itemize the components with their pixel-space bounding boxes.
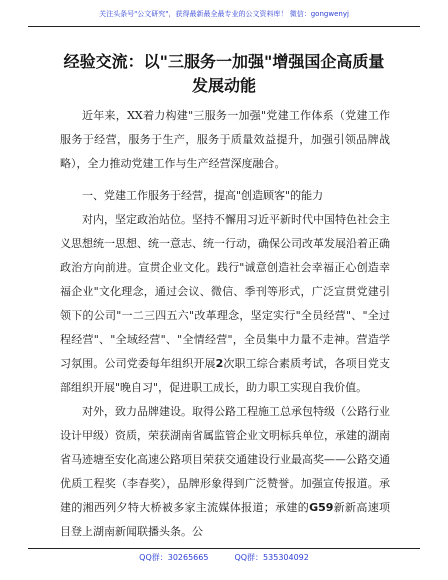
body-text: 次职工综合素质考试，各项目党支部组织开展"晚自习"，促进职工成长，助力职工实现自我价值。 (60, 357, 391, 394)
body-text: 公司党委每年组织开展 (104, 357, 216, 370)
footer-divider (28, 548, 420, 549)
body-text: 对内，坚定政治站位。坚持不懈用习近平新时代中国特色社会主义思想统一思想、统一意志、统一行动，确保公司改革发展沿着正确政治方向前进。宣贯企业文化。践行"诚意创造社会幸福正心创造幸福企业"文化理念，通过会议、微信、季刊等形式，广泛宣贯党建引领下的公司"一二三四五六"改革理念，坚定实行"全员经营"、"全过程经营"、"全域经营"、"全情经营"，全员集中力量不走神。营造学习氛围。 (60, 213, 390, 370)
body-code: G59 (309, 501, 334, 514)
footer (0, 553, 448, 563)
document-title: 经验交流：以"三服务一加强"增强国企高质量发展动能 (63, 52, 385, 95)
body-number: 2 (215, 357, 224, 370)
footer-qq-group-1: QQ群：30265665 (139, 553, 209, 562)
document-body (60, 104, 390, 544)
body-paragraph (60, 400, 390, 544)
intro-paragraph: 近年来，XX着力构建"三服务一加强"党建工作体系（党建工作服务于经营，服务于生产，服务于质量效益提升，加强引领品牌战略），全力推动党建工作与生产经营深度融合。 (60, 109, 390, 170)
section-heading: 一、党建工作服务于经营，提高"创造顾客"的能力 (82, 189, 324, 202)
body-paragraph (60, 208, 390, 400)
footer-qq-group-2: QQ群：535304092 (234, 553, 309, 562)
header-divider (28, 26, 420, 27)
header-banner: 关注头条号"公文研究"，获得最新最全最专业的公文资料库！ 微信：gongwenyj (99, 10, 349, 18)
body-text: 对外，致力品牌建设。取得公路工程施工总承包特级（公路行业设计甲级）资质，荣获湖南省属监管企业文明标兵单位，承建的湖南省马迹塘至安化高速公路项目荣获交通建设行业最高奖——公路交通优质工程奖（李春奖），品牌形象得到广泛赞誉。加强宣传报道。承建的湘西列夕特大桥被多家主流媒体报道；承建的 (60, 405, 390, 514)
body-text: 新新高速项目登上湖南新闻联播头条。公 (60, 501, 391, 538)
